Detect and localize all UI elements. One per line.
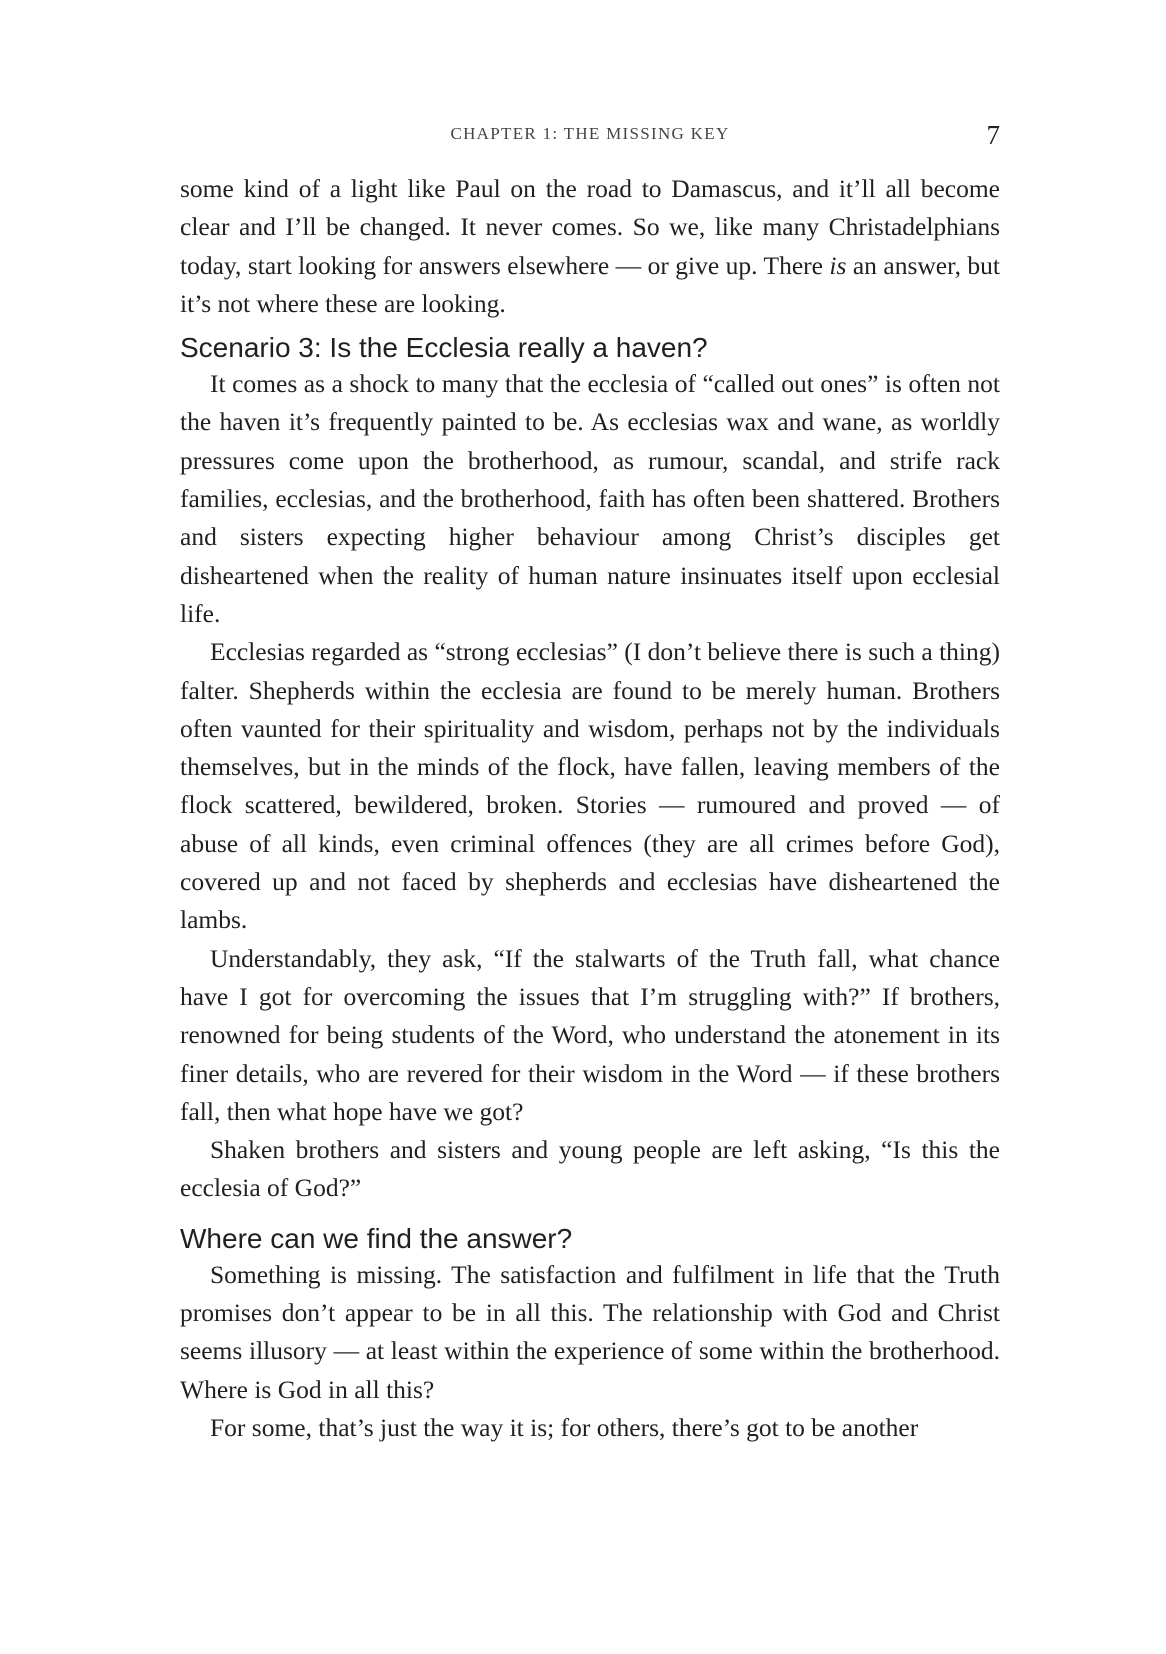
paragraph: For some, that’s just the way it is; for others, there’s got to be another	[210, 1412, 919, 1442]
paragraph: Shaken brothers and sisters and young people are left asking, “Is this the ecclesia of God?”	[180, 1135, 1000, 1203]
page-number: 7	[986, 120, 1000, 150]
running-head	[180, 120, 1000, 150]
paragraph: Ecclesias regarded as “strong ecclesias” (I don’t believe there is such a thing) falter. Shepherds within the ecclesia are found to be merely human. Brothers often vaunted for their spirituality and wisdom, perhaps not by the individuals themselves, but in the minds of the flock, have fallen, leaving members of the flock scattered, bewildered, broken. Stories — rumoured and proved — of abuse of all kinds, even criminal offences (they are all crimes before God), covered up and not faced by shepherds and ecclesias have disheartened the lambs.	[180, 637, 1000, 935]
section-heading-scenario-3: Scenario 3: Is the Ecclesia really a haven?	[180, 332, 708, 364]
emphasis-text: is	[829, 250, 847, 280]
paragraph: It comes as a shock to many that the ecclesia of “called out ones” is often not the haven it’s frequently painted to be. As ecclesias wax and wane, as worldly pressures come upon the brotherhood, as rumour, scandal, and strife rack families, ecclesias, and the brotherhood, faith has often been shattered. Brothers and sisters expecting higher behaviour among Christ’s disciples get disheartened when the reality of human nature insinuates itself upon ecclesial life.	[180, 369, 1000, 628]
section-heading-answer: Where can we find the answer?	[180, 1222, 573, 1254]
body-text	[180, 170, 1000, 1447]
paragraph-continued	[180, 170, 1000, 323]
paragraph: Something is missing. The satisfaction and fulfilment in life that the Truth promises don’t appear to be in all this. The relationship with God and Christ seems illusory — at least within the experience of some within the brotherhood. Where is God in all this?	[180, 1259, 1000, 1404]
paragraph-text: an answer, but it’s not where these are looking.	[180, 250, 1000, 318]
running-title: CHAPTER 1: THE MISSING KEY	[450, 124, 730, 143]
paragraph-text: some kind of a light like Paul on the road to Damascus, and it’ll all become clear and I’ll be changed. It never comes. So we, like many Christadelphians today, start looking for answers elsewhere — or give up. There	[180, 174, 1000, 280]
paragraph: Understandably, they ask, “If the stalwarts of the Truth fall, what chance have I got for overcoming the issues that I’m struggling with?” If brothers, renowned for being students of the Word, who understand the atonement in its finer details, who are revered for their wisdom in the Word — if these brothers fall, then what hope have we got?	[180, 943, 1000, 1126]
